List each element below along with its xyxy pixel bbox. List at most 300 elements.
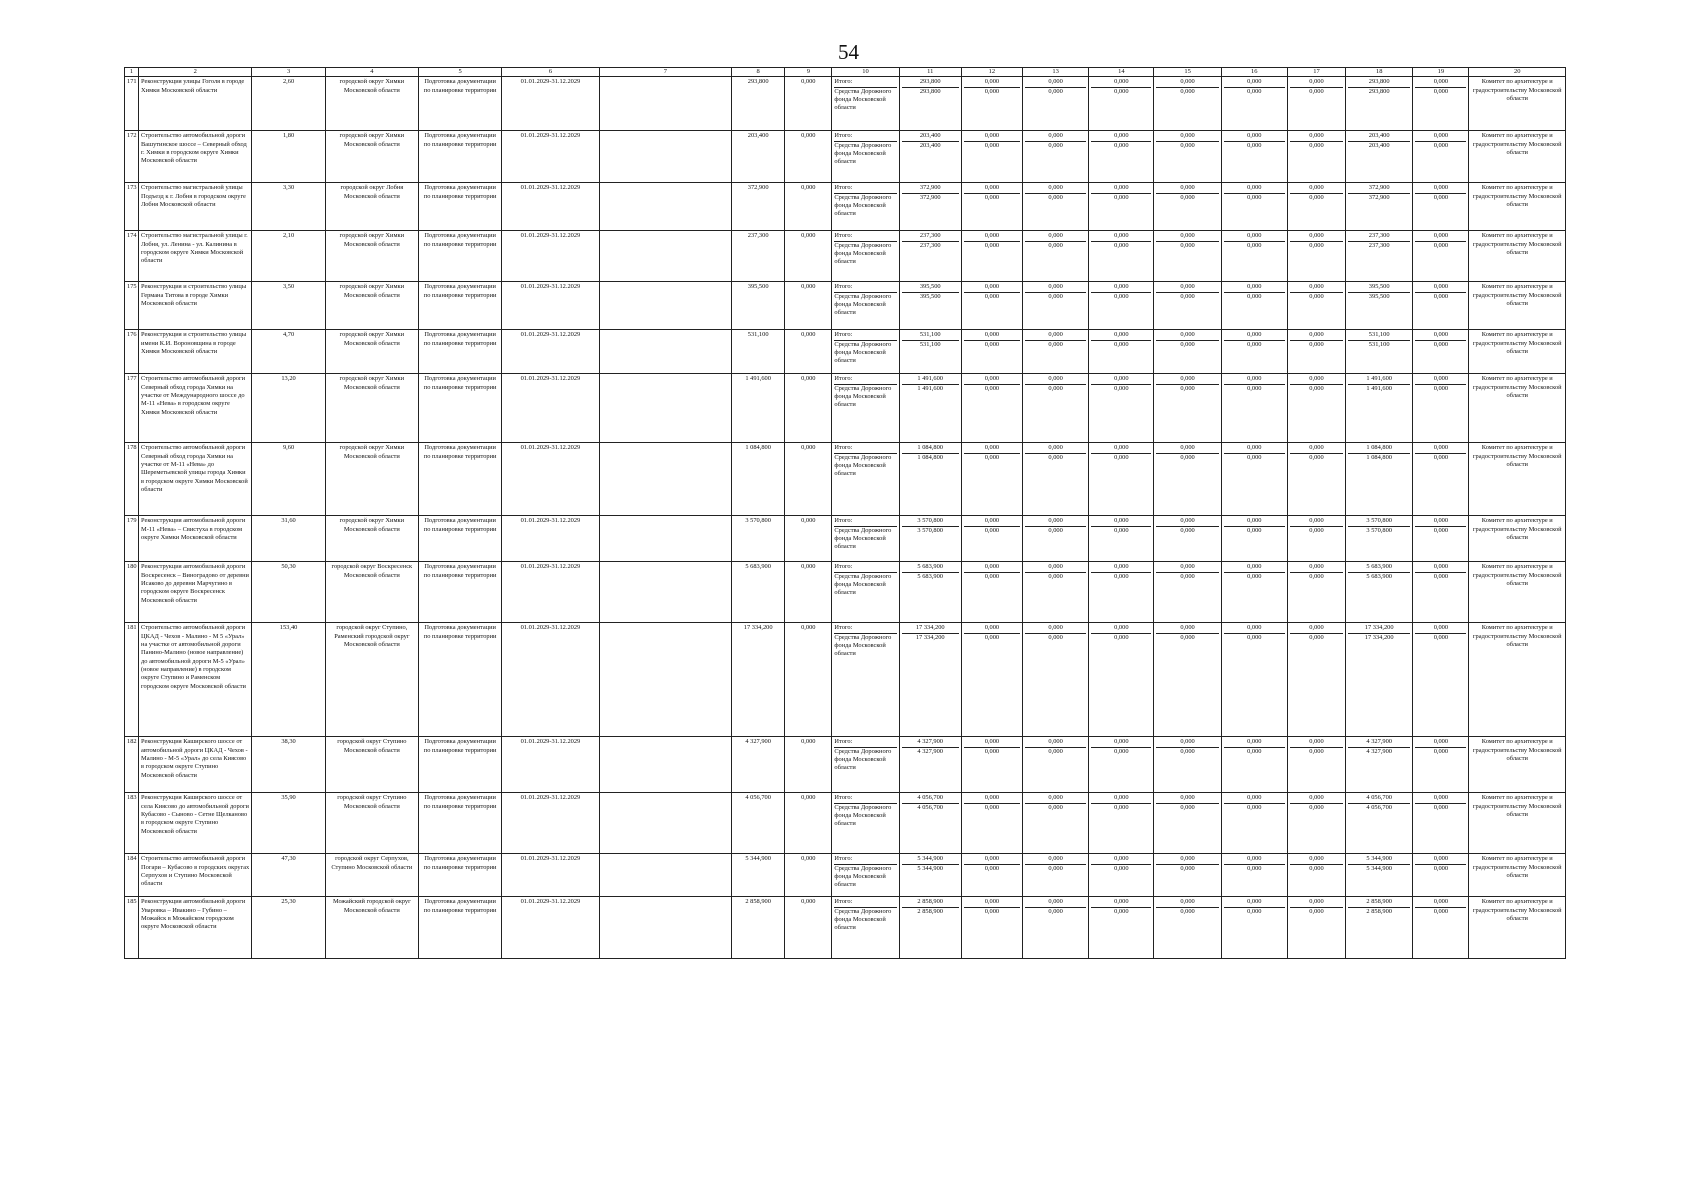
amount-c18 (1346, 282, 1413, 330)
work-stage: Подготовка документации по планировке территории (419, 183, 502, 231)
amount-c17 (1287, 282, 1345, 330)
total-value: 0,000 (964, 624, 1020, 633)
amount-c17 (1287, 231, 1345, 282)
row-number: 185 (125, 897, 139, 959)
row-number: 183 (125, 793, 139, 854)
amount-c13 (1023, 183, 1089, 231)
total-value: 203,400 (902, 132, 959, 141)
total-value: 0,000 (1290, 738, 1343, 747)
fund-value: 0,000 (984, 292, 1000, 300)
object-name: Строительство автомобильной дороги Вашутинское шоссе – Северный обход г. Химки в городском округе Химки Московской области (139, 131, 252, 183)
amount-c14 (1089, 131, 1154, 183)
column-number: 6 (502, 68, 599, 77)
amount-c18 (1346, 77, 1413, 131)
fund-value: 0,000 (1247, 572, 1262, 580)
total-value: 372,900 (1348, 184, 1410, 193)
fund-value: 531,100 (1368, 340, 1390, 348)
responsible-authority: Комитет по архитектуре и градостроительству Московской области (1469, 330, 1566, 374)
total-value: 0,000 (1025, 331, 1086, 340)
amount-c17 (1287, 516, 1345, 562)
fund-value: 0,000 (1048, 340, 1063, 348)
amount-c15 (1154, 737, 1221, 793)
row-number: 176 (125, 330, 139, 374)
total-value: 0,000 (1290, 517, 1343, 526)
amount-c17 (1287, 131, 1345, 183)
fund-value: 0,000 (984, 193, 1000, 201)
funding-source (832, 374, 899, 443)
fund-value: 4 327,900 (917, 747, 943, 755)
work-period: 01.01.2029-31.12.2029 (502, 443, 599, 516)
total-value: 0,000 (1224, 624, 1285, 633)
financed-amount: 0,000 (785, 897, 832, 959)
amount-c13 (1023, 330, 1089, 374)
estimated-cost: 4 327,900 (732, 737, 785, 793)
responsible-authority: Комитет по архитектуре и градостроительству Московской области (1469, 183, 1566, 231)
fund-value: 0,000 (1048, 907, 1063, 915)
municipality: городской округ Химки Московской области (325, 77, 418, 131)
fund-value: 2 858,900 (1366, 907, 1392, 915)
fund-value: 0,000 (1309, 803, 1324, 811)
work-stage: Подготовка документации по планировке территории (419, 443, 502, 516)
fund-value: 0,000 (1309, 241, 1324, 249)
total-value: 0,000 (1290, 331, 1343, 340)
work-stage: Подготовка документации по планировке территории (419, 897, 502, 959)
fund-value: 0,000 (1247, 864, 1262, 872)
total-value: 5 344,900 (902, 855, 959, 864)
total-label: Итого: (834, 184, 896, 193)
total-value: 0,000 (1415, 331, 1466, 340)
fund-value: 0,000 (1114, 526, 1129, 534)
total-value: 4 327,900 (902, 738, 959, 747)
fund-value: 0,000 (984, 572, 1000, 580)
funding-source (832, 131, 899, 183)
table-row (125, 897, 1566, 959)
fund-value: 0,000 (1180, 907, 1195, 915)
total-value: 4 327,900 (1348, 738, 1410, 747)
total-value: 0,000 (1025, 78, 1086, 87)
funding-source (832, 330, 899, 374)
municipality: городской округ Химки Московской области (325, 443, 418, 516)
amount-c13 (1023, 516, 1089, 562)
fund-value: 0,000 (1433, 572, 1449, 580)
fund-value: 0,000 (1309, 864, 1324, 872)
total-label: Итого: (834, 132, 896, 141)
total-value: 0,000 (1290, 444, 1343, 453)
estimated-cost: 1 491,600 (732, 374, 785, 443)
amount-c15 (1154, 793, 1221, 854)
amount-c18 (1346, 516, 1413, 562)
column-number: 4 (325, 68, 418, 77)
fund-value: 0,000 (984, 803, 1000, 811)
work-stage: Подготовка документации по планировке территории (419, 231, 502, 282)
fund-value: 0,000 (1180, 193, 1195, 201)
table-row (125, 77, 1566, 131)
column-number: 17 (1287, 68, 1345, 77)
total-value: 0,000 (1156, 738, 1218, 747)
total-value: 0,000 (1025, 563, 1086, 572)
work-period: 01.01.2029-31.12.2029 (502, 737, 599, 793)
total-value: 0,000 (1290, 855, 1343, 864)
amount-c12 (961, 131, 1022, 183)
fund-value: 0,000 (1433, 384, 1449, 392)
fund-value: 4 056,700 (917, 803, 943, 811)
object-name: Реконструкция автомобильной дороги Воскресенск – Виноградово от деревни Исаково до деревни Марчугино в городском округе Воскресенск Московской области (139, 562, 252, 623)
fund-value: 0,000 (1433, 87, 1449, 95)
amount-c19 (1413, 77, 1469, 131)
amount-c16 (1221, 516, 1287, 562)
table-row (125, 231, 1566, 282)
total-value: 0,000 (1091, 855, 1151, 864)
amount-c14 (1089, 854, 1154, 897)
fund-value: 0,000 (1048, 803, 1063, 811)
amount-c12 (961, 77, 1022, 131)
total-value: 0,000 (1224, 283, 1285, 292)
amount-c16 (1221, 131, 1287, 183)
row-number: 181 (125, 623, 139, 737)
total-value: 0,000 (1290, 563, 1343, 572)
total-value: 0,000 (1224, 444, 1285, 453)
total-value: 0,000 (964, 563, 1020, 572)
work-period: 01.01.2029-31.12.2029 (502, 623, 599, 737)
fund-value: 1 084,800 (1366, 453, 1392, 461)
fund-value: 17 334,200 (1364, 633, 1394, 641)
total-value: 0,000 (1091, 375, 1151, 384)
amount-c14 (1089, 623, 1154, 737)
amount-c16 (1221, 623, 1287, 737)
fund-value: 5 344,900 (917, 864, 943, 872)
amount-c15 (1154, 897, 1221, 959)
total-value: 0,000 (1025, 283, 1086, 292)
fund-value: 0,000 (984, 907, 1000, 915)
fund-value: 0,000 (1180, 453, 1195, 461)
fund-value: 5 344,900 (1366, 864, 1392, 872)
work-stage: Подготовка документации по планировке территории (419, 516, 502, 562)
funding-source (832, 793, 899, 854)
amount-c15 (1154, 330, 1221, 374)
fund-value: 203,400 (1368, 141, 1390, 149)
total-value: 1 491,600 (1348, 375, 1410, 384)
fund-value: 0,000 (1247, 453, 1262, 461)
financed-amount: 0,000 (785, 854, 832, 897)
column-number: 15 (1154, 68, 1221, 77)
amount-c12 (961, 231, 1022, 282)
fund-label: Средства Дорожного фонда Московской области (834, 803, 892, 828)
amount-c19 (1413, 562, 1469, 623)
municipality: городской округ Ступино Московской области (325, 793, 418, 854)
amount-c12 (961, 623, 1022, 737)
fund-value: 0,000 (984, 141, 1000, 149)
amount-c14 (1089, 443, 1154, 516)
total-value: 0,000 (1415, 517, 1466, 526)
work-period: 01.01.2029-31.12.2029 (502, 516, 599, 562)
total-value: 1 491,600 (902, 375, 959, 384)
fund-value: 3 570,800 (1366, 526, 1392, 534)
total-value: 0,000 (1290, 898, 1343, 907)
amount-c19 (1413, 793, 1469, 854)
amount-c19 (1413, 282, 1469, 330)
length-km: 3,50 (252, 282, 325, 330)
responsible-authority: Комитет по архитектуре и градостроительству Московской области (1469, 131, 1566, 183)
amount-c18 (1346, 737, 1413, 793)
amount-c17 (1287, 562, 1345, 623)
work-stage: Подготовка документации по планировке территории (419, 854, 502, 897)
total-value: 0,000 (1224, 78, 1285, 87)
amount-c16 (1221, 77, 1287, 131)
total-value: 395,500 (1348, 283, 1410, 292)
amount-c19 (1413, 623, 1469, 737)
work-stage: Подготовка документации по планировке территории (419, 330, 502, 374)
table-row (125, 562, 1566, 623)
total-value: 0,000 (1025, 444, 1086, 453)
amount-c19 (1413, 854, 1469, 897)
total-value: 293,800 (902, 78, 959, 87)
fund-value: 0,000 (1309, 526, 1324, 534)
total-value: 0,000 (1290, 375, 1343, 384)
financed-amount: 0,000 (785, 183, 832, 231)
fund-value: 0,000 (1114, 292, 1129, 300)
total-value: 0,000 (1224, 738, 1285, 747)
estimated-cost: 203,400 (732, 131, 785, 183)
total-value: 0,000 (1091, 624, 1151, 633)
total-value: 0,000 (1156, 517, 1218, 526)
program-table (124, 67, 1566, 959)
fund-value: 0,000 (1180, 241, 1195, 249)
estimated-cost: 372,900 (732, 183, 785, 231)
total-value: 1 084,800 (1348, 444, 1410, 453)
capacity-cell (599, 897, 731, 959)
fund-value: 0,000 (1180, 633, 1195, 641)
amount-c14 (1089, 330, 1154, 374)
fund-value: 0,000 (1433, 803, 1449, 811)
financed-amount: 0,000 (785, 231, 832, 282)
object-name: Строительство магистральной улицы Подъезд к г. Лобня в городском округе Лобня Московской области (139, 183, 252, 231)
amount-c15 (1154, 231, 1221, 282)
amount-c13 (1023, 282, 1089, 330)
financed-amount: 0,000 (785, 516, 832, 562)
amount-c13 (1023, 623, 1089, 737)
total-value: 0,000 (1290, 624, 1343, 633)
fund-value: 0,000 (1048, 572, 1063, 580)
fund-value: 0,000 (1309, 453, 1324, 461)
column-number: 3 (252, 68, 325, 77)
table-row (125, 793, 1566, 854)
column-number: 10 (832, 68, 899, 77)
amount-c18 (1346, 374, 1413, 443)
capacity-cell (599, 737, 731, 793)
amount-c15 (1154, 77, 1221, 131)
funding-source (832, 897, 899, 959)
capacity-cell (599, 516, 731, 562)
amount-c18 (1346, 854, 1413, 897)
amount-c12 (961, 793, 1022, 854)
fund-label: Средства Дорожного фонда Московской области (834, 241, 892, 266)
total-value: 0,000 (1224, 232, 1285, 241)
responsible-authority: Комитет по архитектуре и градостроительству Московской области (1469, 623, 1566, 737)
column-number: 11 (899, 68, 961, 77)
fund-value: 0,000 (1433, 292, 1449, 300)
length-km: 38,30 (252, 737, 325, 793)
object-name: Реконструкция улицы Гоголя в городе Химки Московской области (139, 77, 252, 131)
financed-amount: 0,000 (785, 374, 832, 443)
municipality: городской округ Химки Московской области (325, 330, 418, 374)
amount-c15 (1154, 282, 1221, 330)
fund-value: 0,000 (1247, 747, 1262, 755)
total-label: Итого: (834, 855, 896, 864)
amount-c19 (1413, 516, 1469, 562)
fund-value: 0,000 (1180, 864, 1195, 872)
amount-c15 (1154, 562, 1221, 623)
amount-c14 (1089, 897, 1154, 959)
fund-value: 0,000 (984, 526, 1000, 534)
fund-value: 0,000 (1433, 193, 1449, 201)
work-stage: Подготовка документации по планировке территории (419, 374, 502, 443)
total-value: 0,000 (964, 855, 1020, 864)
total-value: 1 084,800 (902, 444, 959, 453)
fund-value: 0,000 (1433, 141, 1449, 149)
fund-value: 0,000 (984, 747, 1000, 755)
amount-c15 (1154, 374, 1221, 443)
table-row (125, 183, 1566, 231)
amount-c12 (961, 897, 1022, 959)
amount-c17 (1287, 374, 1345, 443)
total-value: 395,500 (902, 283, 959, 292)
amount-c19 (1413, 737, 1469, 793)
column-number-row (125, 68, 1566, 77)
length-km: 3,30 (252, 183, 325, 231)
total-value: 531,100 (902, 331, 959, 340)
fund-value: 0,000 (1309, 572, 1324, 580)
fund-value: 0,000 (984, 87, 1000, 95)
responsible-authority: Комитет по архитектуре и градостроительству Московской области (1469, 737, 1566, 793)
fund-value: 0,000 (1433, 453, 1449, 461)
responsible-authority: Комитет по архитектуре и градостроительству Московской области (1469, 562, 1566, 623)
fund-value: 0,000 (1114, 747, 1129, 755)
amount-c11 (899, 231, 961, 282)
amount-c17 (1287, 897, 1345, 959)
amount-c12 (961, 330, 1022, 374)
total-value: 0,000 (1091, 794, 1151, 803)
column-number: 13 (1023, 68, 1089, 77)
total-value: 0,000 (964, 283, 1020, 292)
row-number: 178 (125, 443, 139, 516)
fund-value: 0,000 (1433, 526, 1449, 534)
municipality: городской округ Серпухов, Ступино Московской области (325, 854, 418, 897)
work-stage: Подготовка документации по планировке территории (419, 623, 502, 737)
municipality: городской округ Лобня Московской области (325, 183, 418, 231)
amount-c16 (1221, 897, 1287, 959)
fund-value: 0,000 (984, 241, 1000, 249)
amount-c15 (1154, 854, 1221, 897)
funding-source (832, 623, 899, 737)
total-value: 372,900 (902, 184, 959, 193)
fund-value: 0,000 (1048, 633, 1063, 641)
funding-source (832, 231, 899, 282)
funding-source (832, 183, 899, 231)
total-value: 0,000 (1091, 517, 1151, 526)
fund-value: 203,400 (919, 141, 941, 149)
amount-c12 (961, 183, 1022, 231)
fund-value: 0,000 (1114, 141, 1129, 149)
fund-value: 0,000 (1180, 572, 1195, 580)
fund-value: 1 491,600 (1366, 384, 1392, 392)
total-value: 17 334,200 (902, 624, 959, 633)
row-number: 171 (125, 77, 139, 131)
total-label: Итого: (834, 517, 896, 526)
amount-c19 (1413, 131, 1469, 183)
fund-value: 0,000 (1309, 292, 1324, 300)
amount-c19 (1413, 231, 1469, 282)
total-value: 0,000 (1156, 794, 1218, 803)
fund-value: 0,000 (1247, 87, 1262, 95)
total-value: 0,000 (1415, 232, 1466, 241)
amount-c13 (1023, 854, 1089, 897)
amount-c13 (1023, 737, 1089, 793)
total-value: 531,100 (1348, 331, 1410, 340)
total-value: 0,000 (1025, 898, 1086, 907)
column-number: 12 (961, 68, 1022, 77)
estimated-cost: 3 570,800 (732, 516, 785, 562)
total-value: 0,000 (1091, 444, 1151, 453)
total-value: 17 334,200 (1348, 624, 1410, 633)
table-row (125, 623, 1566, 737)
object-name: Реконструкция автомобильной дороги Уваровка – Ивакино – Губино – Можайск в Можайском городском округе Московской области (139, 897, 252, 959)
total-value: 0,000 (1290, 232, 1343, 241)
fund-value: 0,000 (984, 340, 1000, 348)
responsible-authority: Комитет по архитектуре и градостроительству Московской области (1469, 516, 1566, 562)
amount-c17 (1287, 854, 1345, 897)
total-value: 0,000 (1224, 331, 1285, 340)
municipality: городской округ Ступино, Раменский городской округ Московской области (325, 623, 418, 737)
total-value: 3 570,800 (902, 517, 959, 526)
financed-amount: 0,000 (785, 282, 832, 330)
work-stage: Подготовка документации по планировке территории (419, 131, 502, 183)
responsible-authority: Комитет по архитектуре и градостроительству Московской области (1469, 374, 1566, 443)
object-name: Строительство автомобильной дороги Северный обход города Химки на участке от М-11 «Нева» до Шереметьевской улицы города Химки в городском округе Химки Московской области (139, 443, 252, 516)
total-value: 0,000 (1091, 331, 1151, 340)
fund-value: 0,000 (1309, 193, 1324, 201)
responsible-authority: Комитет по архитектуре и градостроительству Московской области (1469, 231, 1566, 282)
column-number: 9 (785, 68, 832, 77)
total-value: 0,000 (1025, 517, 1086, 526)
amount-c12 (961, 282, 1022, 330)
fund-value: 237,300 (1368, 241, 1390, 249)
fund-value: 0,000 (984, 633, 1000, 641)
total-label: Итого: (834, 624, 896, 633)
amount-c14 (1089, 562, 1154, 623)
amount-c11 (899, 330, 961, 374)
table-row (125, 737, 1566, 793)
total-value: 0,000 (1091, 738, 1151, 747)
amount-c16 (1221, 562, 1287, 623)
total-value: 0,000 (1224, 132, 1285, 141)
total-label: Итого: (834, 375, 896, 384)
object-name: Реконструкция и строительство улицы имени К.И. Вороновщина в городе Химки Московской области (139, 330, 252, 374)
amount-c16 (1221, 282, 1287, 330)
total-value: 0,000 (1415, 132, 1466, 141)
work-period: 01.01.2029-31.12.2029 (502, 77, 599, 131)
total-value: 0,000 (1415, 184, 1466, 193)
fund-value: 0,000 (1433, 907, 1449, 915)
municipality: городской округ Химки Московской области (325, 282, 418, 330)
fund-value: 1 491,600 (917, 384, 943, 392)
fund-value: 293,800 (919, 87, 941, 95)
total-value: 0,000 (964, 331, 1020, 340)
amount-c16 (1221, 330, 1287, 374)
financed-amount: 0,000 (785, 443, 832, 516)
fund-value: 0,000 (1048, 526, 1063, 534)
fund-label: Средства Дорожного фонда Московской области (834, 453, 892, 478)
amount-c18 (1346, 231, 1413, 282)
